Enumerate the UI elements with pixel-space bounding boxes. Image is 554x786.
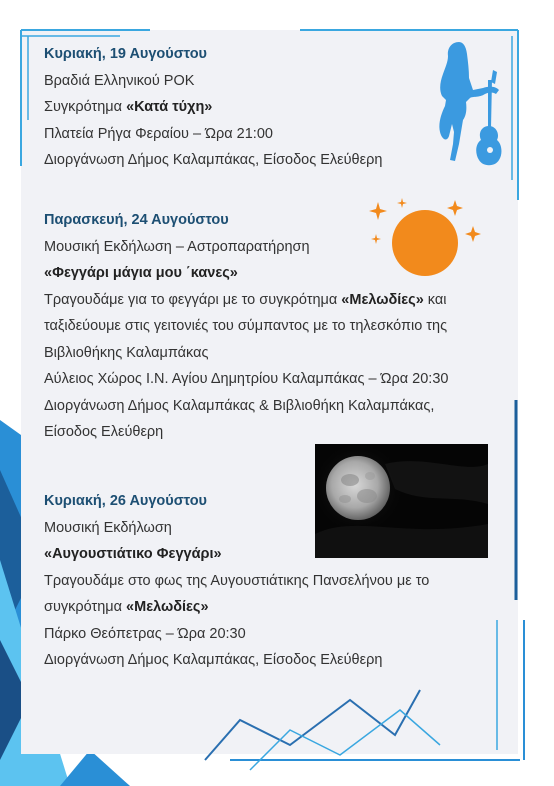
event-description-line: [44, 594, 429, 621]
desc-text: συγκρότημα: [44, 599, 127, 615]
event-description: Τραγουδάμε στο φως της Αυγουστιάτικης Πανσελήνου με το: [44, 572, 430, 589]
event-subtitle: Μουσική Εκδήλωση: [44, 519, 172, 536]
event-title: «Φεγγάρι μάγια μου ΄κανες»: [44, 265, 238, 281]
event-title: «Αυγουστιάτικο Φεγγάρι»: [44, 546, 222, 562]
event-date: Κυριακή, 19 Αυγούστου: [44, 46, 207, 62]
event-organizer: Διοργάνωση Δήμος Καλαμπάκας, Είσοδος Ελεύθερη: [44, 152, 383, 168]
event-1: [44, 41, 382, 174]
event-place: Πλατεία Ρήγα Φεραίου – Ώρα 21:00: [44, 125, 273, 142]
event-3: [44, 488, 429, 674]
event-place: Πάρκο Θεόπετρας – Ώρα 20:30: [44, 625, 246, 642]
guitarist-silhouette-icon: [433, 40, 505, 172]
band-name: «Μελωδίες»: [341, 291, 424, 308]
event-organizer: Διοργάνωση Δήμος Καλαμπάκας & Βιβλιοθήκη Καλαμπάκας,: [44, 397, 435, 414]
event-date: Παρασκευή, 24 Αυγούστου: [44, 212, 229, 228]
event-subtitle: Βραδιά Ελληνικού ΡΟΚ: [44, 72, 195, 89]
event-organizer-line: Είσοδος Ελεύθερη: [44, 424, 164, 440]
event-organizer: Διοργάνωση Δήμος Καλαμπάκας, Είσοδος Ελεύθερη: [44, 652, 383, 668]
event-description: [44, 287, 448, 314]
event-subtitle: Μουσική Εκδήλωση – Αστροπαρατήρηση: [44, 238, 310, 255]
event-description-line: ταξιδεύουμε στις γειτονιές του σύμπαντος με το τηλεσκόπιο της: [44, 318, 448, 334]
band-name: «Μελωδίες»: [126, 599, 209, 615]
desc-text: και: [423, 291, 447, 308]
event-date: Κυριακή, 26 Αυγούστου: [44, 493, 207, 509]
event-description-line: Βιβλιοθήκης Καλαμπάκας: [44, 344, 209, 361]
event-band: [44, 94, 382, 121]
desc-text: Τραγουδάμε για το φεγγάρι με το συγκρότημα: [44, 291, 342, 308]
event-place: Αύλειος Χώρος Ι.Ν. Αγίου Δημητρίου Καλαμπάκας – Ώρα 20:30: [44, 371, 449, 387]
event-2: [44, 207, 448, 446]
band-prefix: Συγκρότημα: [44, 99, 127, 115]
band-name: «Κατά τύχη»: [126, 99, 213, 115]
